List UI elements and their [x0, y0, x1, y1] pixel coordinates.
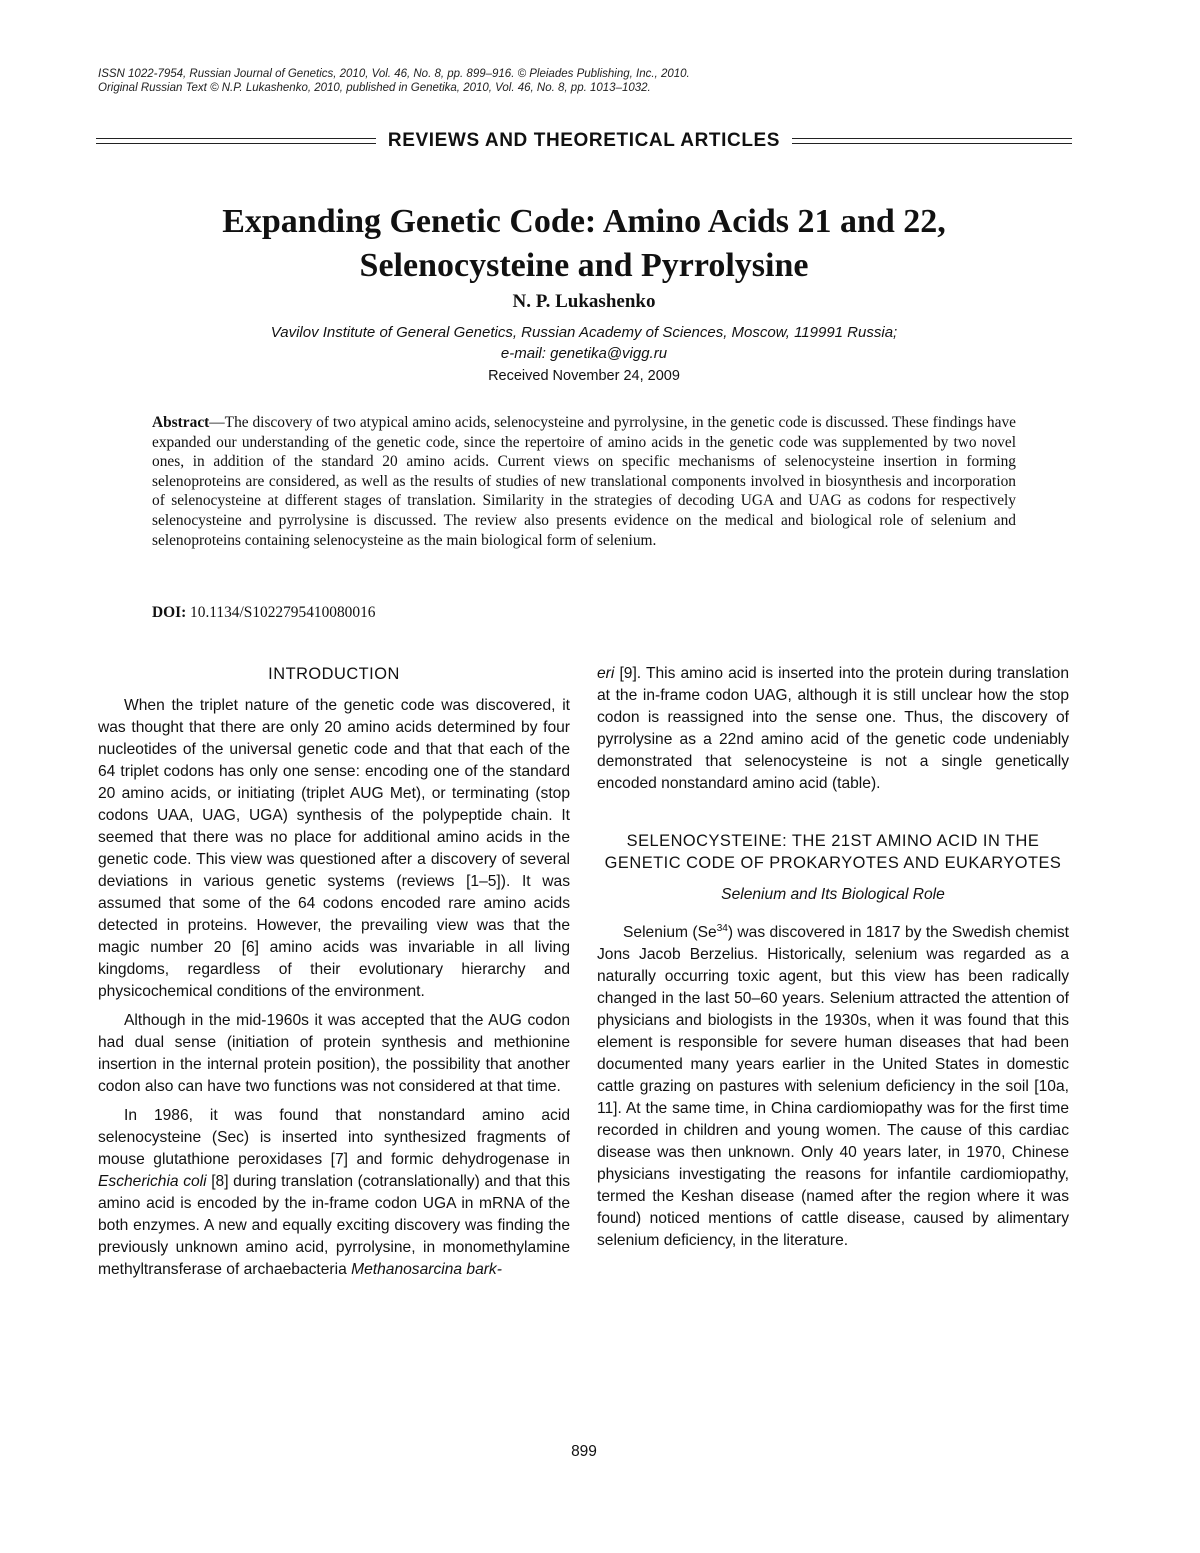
section-banner: [96, 128, 1072, 154]
p3-text-b: [8] during translation (cotranslationally) and that this amino acid is encoded by the in-frame codon UGA in mRNA of the both enzymes. A new and equally exciting discovery was finding the previously unknown amino acid, pyrrolysine, in monomethylamine methyltransferase of archaebacteria: [98, 1173, 570, 1278]
article-title: [100, 200, 1068, 288]
se-text-b: ) was discovered in 1817 by the Swedish chemist Jons Jacob Berzelius. Historically, selenium was regarded as a naturally occurring toxic agent, but this view has been radically changed in the last 50–60 years. Selenium attracted the attention of physicians and biologists in the 1930s, when it was found that this element is responsible for severe human diseases that had been documented many years earlier in the United States in domestic cattle grazing on pastures with selenium deficiency in the soil [10a, 11]. At the same time, in China cardiomiopathy was for the first time recorded in children and young women. The cause of this cardiac disease was then unknown. Only 40 years later, in 1970, Chinese physicians investigating the reasons for infantile cardiomiopathy, termed the Keshan disease (named after the region where it was found) noticed mentions of cattle disease, caused by alimentary selenium deficiency, in the literature.: [597, 924, 1070, 1250]
original-text-line: Original Russian Text © N.P. Lukashenko, 2010, published in Genetika, 2010, Vol. 46, No. 8, pp. 1013–1032.: [98, 82, 651, 94]
double-rule-left: [96, 138, 376, 144]
selenium-subheading: Selenium and Its Biological Role: [721, 886, 945, 903]
affiliation: [100, 322, 1068, 364]
affiliation-email: e-mail: genetika@vigg.ru: [500, 345, 668, 362]
selenocysteine-heading: SELENOCYSTEINE: THE 21ST AMINO ACID IN THE GENETIC CODE OF PROKARYOTES AND EUKARYOTES: [604, 832, 1062, 872]
doi-value: 10.1134/S1022795410080016: [186, 604, 376, 621]
abstract-text: —The discovery of two atypical amino acids, selenocysteine and pyrrolysine, in the genetic code is discussed. These findings have expanded our understanding of the genetic code, since the repertoire of amino acids in the genetic code was supplemented by two novel ones, in addition of the standard 20 amino acids. Current views on specific mechanisms of selenocysteine insertion in forming selenoproteins are considered, as well as the results of studies of new translational components involved in biosynthesis and incorporation of selenocysteine at different stages of translation. Similarity in the strategies of decoding UGA and UAG as codons for respectively selenocysteine and pyrrolysine is discussed. The review also presents evidence on the medical and biological role of selenium and selenoproteins containing selenocysteine as the main biological form of selenium.: [152, 414, 1016, 549]
abstract: [152, 413, 1016, 550]
right-column: [597, 663, 1069, 1259]
affiliation-institute: Vavilov Institute of General Genetics, Russian Academy of Sciences, Moscow, 119991 Russia;: [270, 324, 898, 341]
journal-citation-line: ISSN 1022-7954, Russian Journal of Genetics, 2010, Vol. 46, No. 8, pp. 899–916. © Pleiades Publishing, Inc., 2010.: [98, 68, 690, 80]
title-line-1: Expanding Genetic Code: Amino Acids 21 and 22,: [222, 203, 946, 240]
left-column: [98, 663, 570, 1288]
double-rule-right: [792, 138, 1072, 144]
journal-header: [98, 67, 998, 95]
p3-text-a: In 1986, it was found that nonstandard amino acid selenocysteine (Sec) is inserted into synthesized fragments of mouse glutathione peroxidases [7] and formic dehydrogenase in: [98, 1107, 570, 1168]
intro-paragraph-3: [98, 1105, 570, 1281]
introduction-heading: INTRODUCTION: [268, 665, 400, 683]
intro-paragraph-1: When the triplet nature of the genetic code was discovered, it was thought that there are only 20 amino acids determined by four nucleotides of the universal genetic code and that that each of the 64 triplet codons has only one sense: encoding one of the standard 20 amino acids, or initiating (triplet AUG Met), or terminating (stop codons UAA, UAG, UGA) synthesis of the polypeptide chain. It seemed that there was no place for additional amino acids in the genetic code. This view was questioned after a discovery of several deviations in various genetic systems (reviews [1–5]). It was assumed that some of the 64 codons encoded rare amino acids detected in proteins. However, the prevailing view was that the magic number 20 [6] amino acids was invariable in all living kingdoms, regardless of their evolutionary hierarchy and physicochemical conditions of the environment.: [98, 697, 570, 1000]
selenium-paragraph: [597, 918, 1069, 1252]
doi-label: DOI:: [152, 604, 187, 621]
se-text-a: Selenium (Se: [623, 924, 717, 942]
title-line-2: Selenocysteine and Pyrrolysine: [359, 247, 809, 284]
se-superscript: 34: [716, 923, 728, 934]
p3-species-methanosarcina: Methanosarcina bark-: [351, 1261, 502, 1278]
doi: [152, 604, 1016, 622]
author-name: N. P. Lukashenko: [512, 291, 656, 312]
intro-paragraph-2: Although in the mid-1960s it was accepted that the AUG codon had dual sense (initiation of protein synthesis and methionine insertion in the internal protein position), the possibility that another codon also can have two functions was not considered at that time.: [98, 1012, 570, 1095]
continued-text: [9]. This amino acid is inserted into the protein during translation at the in-frame codon UAG, although it is still unclear how the stop codon is reassigned into the sense one. Thus, the discovery of pyrrolysine as a 22nd amino acid of the genetic code undeniably demonstrated that selenocysteine is not a single genetically encoded nonstandard amino acid (table).: [597, 665, 1069, 792]
received-date: Received November 24, 2009: [488, 368, 680, 384]
section-label: REVIEWS AND THEORETICAL ARTICLES: [387, 130, 781, 151]
page-number: 899: [571, 1443, 597, 1460]
continued-species-fragment: eri: [597, 665, 615, 682]
abstract-label: Abstract: [152, 414, 210, 431]
p3-species-ecoli: Escherichia coli: [98, 1173, 207, 1190]
continued-paragraph: [597, 663, 1069, 795]
